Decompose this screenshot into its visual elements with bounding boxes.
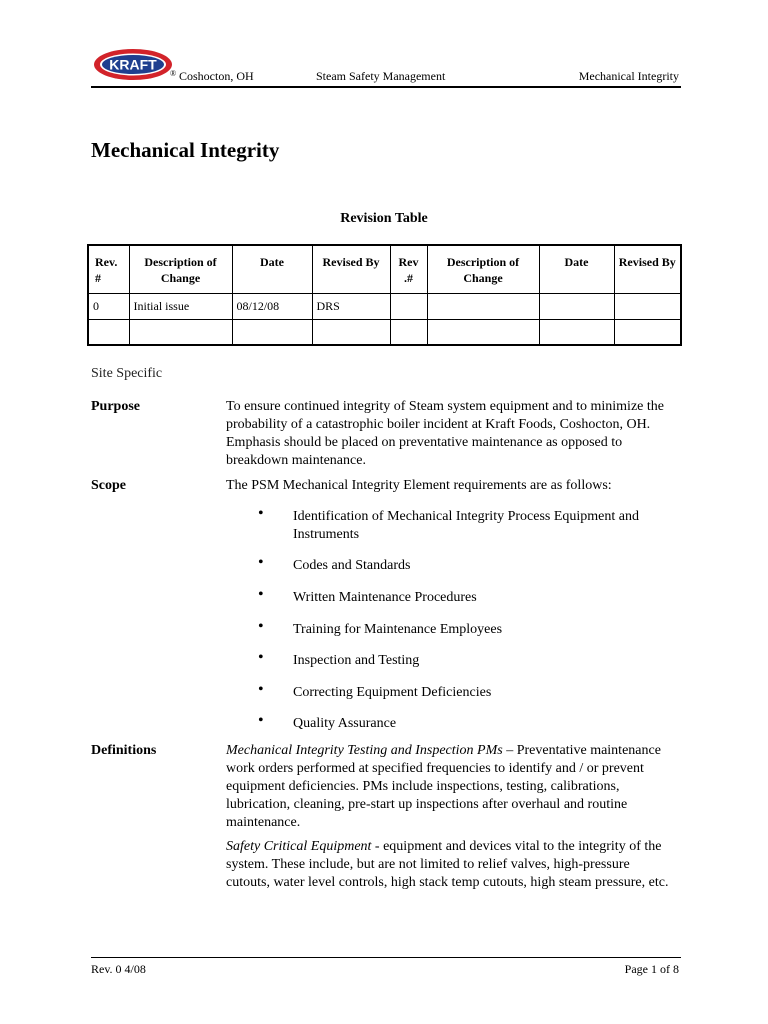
table-cell	[427, 293, 539, 319]
list-item	[258, 505, 693, 544]
table-cell	[232, 319, 312, 345]
bullet-icon: •	[258, 712, 264, 729]
list-item	[258, 554, 693, 575]
col-header-rev: Rev. #	[88, 245, 129, 293]
table-cell	[390, 293, 427, 319]
purpose-text: To ensure continued integrity of Steam system equipment and to minimize the probability of a catastrophic boiler incident at Kraft Foods, Coshocton, OH. Emphasis should be placed on preventative maintenance as opposed to breakdown maintenance.	[226, 399, 664, 468]
definition-term: Safety Critical Equipment	[226, 839, 372, 854]
col-header-date-2: Date	[539, 245, 614, 293]
table-cell	[312, 319, 390, 345]
table-row	[88, 319, 681, 345]
table-cell: 0	[88, 293, 129, 319]
col-header-revised-by-2: Revised By	[614, 245, 681, 293]
list-item-text: Quality Assurance	[293, 716, 397, 731]
col-header-description-2: Description of Change	[427, 245, 539, 293]
table-cell	[614, 293, 681, 319]
header-rule	[91, 86, 681, 88]
page-title: Mechanical Integrity	[91, 138, 280, 162]
registered-mark: ®	[170, 69, 177, 78]
list-item-text: Inspection and Testing	[293, 653, 420, 668]
bullet-icon: •	[258, 649, 264, 666]
header-program: Steam Safety Management	[316, 69, 446, 83]
table-row	[88, 293, 681, 319]
list-item	[258, 586, 693, 607]
logo-text: KRAFT	[109, 56, 157, 73]
table-cell	[427, 319, 539, 345]
table-cell	[539, 293, 614, 319]
table-cell	[129, 319, 232, 345]
bullet-icon: •	[258, 554, 264, 571]
footer-revision: Rev. 0 4/08	[91, 962, 146, 976]
table-cell	[88, 319, 129, 345]
definition-text: Preventative maintenance work orders performed at specified frequencies to identify and / or prevent equipment deficiencies. PMs include inspections, testing, calibrations, lubrication, cleaning, pre-start up inspections after overhaul and routine maintenance.	[226, 743, 661, 830]
col-header-description: Description of Change	[129, 245, 232, 293]
definition-text: equipment and devices vital to the integrity of the system. These include, but are not limited to relief valves, high-pressure cutouts, water level controls, high stack temp cutouts, high steam pressure, etc.	[226, 839, 669, 890]
definitions-label: Definitions	[91, 743, 157, 758]
bullet-icon: •	[258, 505, 264, 522]
header-section: Mechanical Integrity	[578, 69, 679, 83]
revision-table	[87, 244, 682, 346]
table-cell: DRS	[312, 293, 390, 319]
revision-table-heading: Revision Table	[340, 211, 428, 226]
col-header-rev-2: Rev .#	[390, 245, 427, 293]
header-location: Coshocton, OH	[179, 69, 254, 83]
scope-label: Scope	[91, 478, 126, 493]
list-item-text: Codes and Standards	[293, 558, 411, 573]
definition-safety-critical	[226, 838, 676, 892]
list-item-text: Correcting Equipment Deficiencies	[293, 685, 492, 700]
definition-term: Mechanical Integrity Testing and Inspection PMs	[226, 743, 503, 758]
list-item-text: Identification of Mechanical Integrity Process Equipment and Instruments	[293, 509, 640, 542]
footer-page-number: Page 1 of 8	[624, 962, 679, 976]
list-item	[258, 681, 693, 702]
list-item	[258, 649, 693, 670]
revision-table-header-row	[88, 245, 681, 293]
bullet-icon: •	[258, 618, 264, 635]
kraft-logo	[93, 48, 173, 81]
definition-separator: -	[371, 839, 384, 854]
col-header-revised-by: Revised By	[312, 245, 390, 293]
list-item	[258, 712, 693, 733]
table-cell: Initial issue	[129, 293, 232, 319]
table-cell	[539, 319, 614, 345]
definition-testing-pms	[226, 742, 676, 832]
site-specific-label: Site Specific	[91, 366, 163, 381]
table-cell	[390, 319, 427, 345]
col-header-date: Date	[232, 245, 312, 293]
list-item	[258, 618, 693, 639]
purpose-label: Purpose	[91, 399, 140, 414]
table-cell	[614, 319, 681, 345]
bullet-icon: •	[258, 586, 264, 603]
table-cell: 08/12/08	[232, 293, 312, 319]
footer-rule	[91, 957, 681, 958]
bullet-icon: •	[258, 681, 264, 698]
list-item-text: Training for Maintenance Employees	[293, 622, 503, 637]
definition-separator: –	[502, 743, 517, 758]
list-item-text: Written Maintenance Procedures	[293, 590, 477, 605]
scope-intro: The PSM Mechanical Integrity Element requirements are as follows:	[226, 478, 612, 493]
